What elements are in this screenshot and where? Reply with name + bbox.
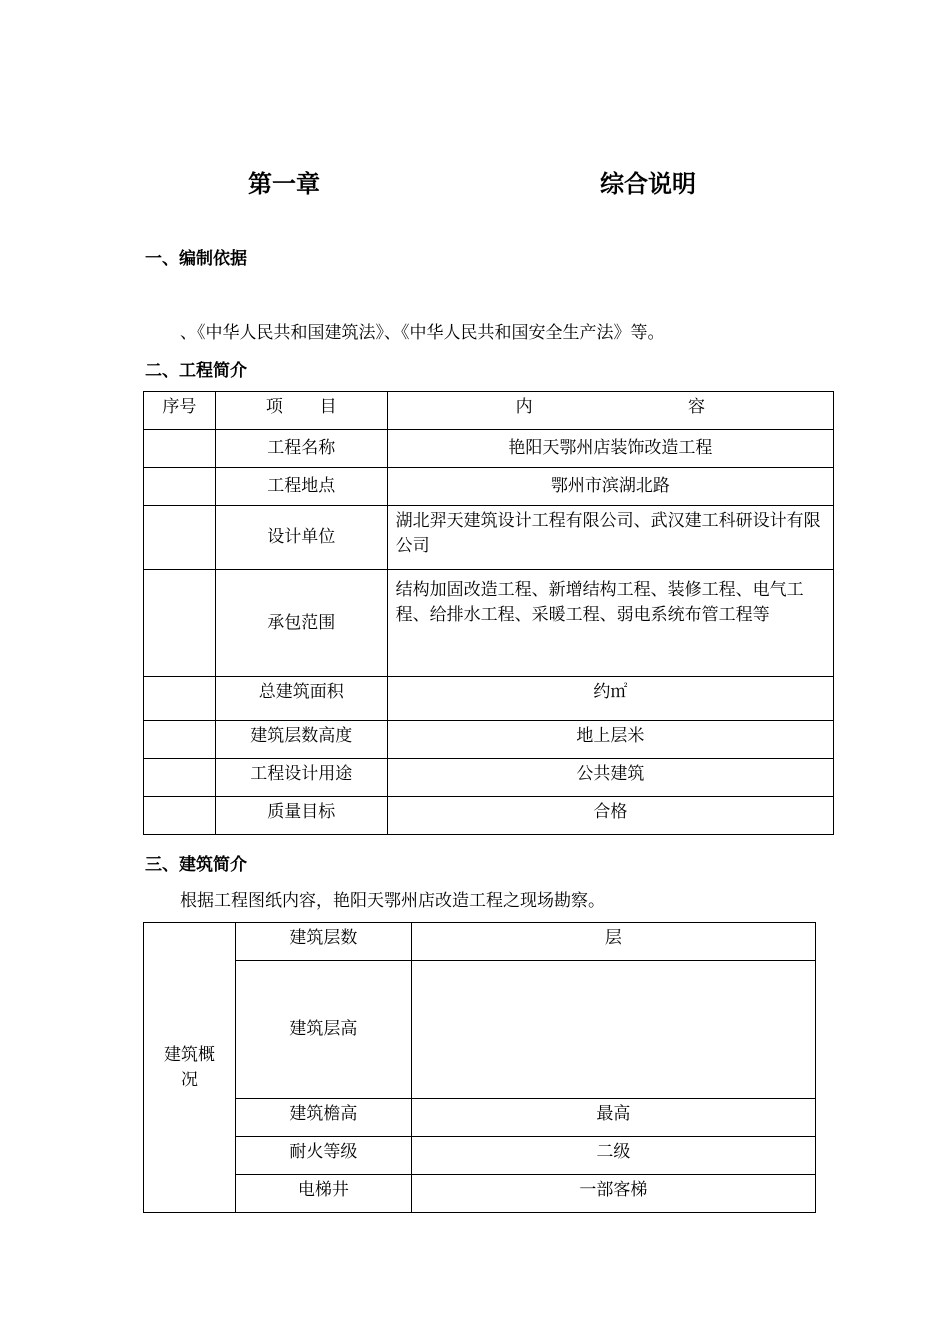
row-item: 建筑檐高 (235, 1099, 411, 1137)
table-row (144, 468, 834, 506)
row-seq (144, 468, 216, 506)
group-label-cell (144, 923, 236, 1213)
row-item: 工程地点 (215, 468, 387, 506)
header-item-b: 目 (319, 397, 337, 417)
row-seq (144, 430, 216, 468)
row-seq (144, 677, 216, 721)
table-row (144, 1099, 816, 1137)
table-row (144, 430, 834, 468)
row-seq (144, 721, 216, 759)
table-header-row (144, 392, 834, 430)
row-content (411, 961, 815, 1099)
row-content: 湖北羿天建筑设计工程有限公司、武汉建工科研设计有限公司 (387, 506, 833, 570)
project-summary-table (143, 391, 834, 835)
section1-text: 、《中华人民共和国建筑法》、《中华人民共和国安全生产法》等。 (180, 323, 665, 343)
row-item: 设计单位 (215, 506, 387, 570)
row-content: 鄂州市滨湖北路 (387, 468, 833, 506)
row-content: 二级 (411, 1137, 815, 1175)
header-seq: 序号 (144, 392, 216, 430)
table-row (144, 721, 834, 759)
row-content: 最高 (411, 1099, 815, 1137)
row-item: 建筑层高 (235, 961, 411, 1099)
section1-heading: 一、编制依据 (145, 249, 247, 269)
table-row (144, 677, 834, 721)
row-item: 工程名称 (215, 430, 387, 468)
row-seq (144, 506, 216, 570)
row-item: 总建筑面积 (215, 677, 387, 721)
header-item (215, 392, 387, 430)
row-content: 约㎡ (387, 677, 833, 721)
chapter-title: 综合说明 (600, 170, 696, 198)
group-label: 建筑概况 (163, 1044, 215, 1090)
row-seq (144, 797, 216, 835)
table-row (144, 570, 834, 677)
table-row (144, 1137, 816, 1175)
row-item: 承包范围 (215, 570, 387, 677)
table-row (144, 759, 834, 797)
row-content: 一部客梯 (411, 1175, 815, 1213)
header-content-a: 内 (515, 397, 533, 417)
table-row (144, 1175, 816, 1213)
building-overview-table (143, 922, 816, 1213)
section2-heading: 二、工程简介 (145, 361, 247, 381)
row-item: 建筑层数 (235, 923, 411, 961)
row-content: 公共建筑 (387, 759, 833, 797)
row-item: 质量目标 (215, 797, 387, 835)
row-seq (144, 570, 216, 677)
chapter-number: 第一章 (248, 170, 320, 198)
section3-heading: 三、建筑简介 (145, 855, 247, 875)
table-row (144, 961, 816, 1099)
row-content: 地上层米 (387, 721, 833, 759)
header-item-a: 项 (265, 397, 283, 417)
row-content: 艳阳天鄂州店装饰改造工程 (387, 430, 833, 468)
row-item: 建筑层数高度 (215, 721, 387, 759)
row-content: 合格 (387, 797, 833, 835)
table-row (144, 797, 834, 835)
header-content-b: 容 (688, 397, 705, 417)
row-content: 结构加固改造工程、新增结构工程、装修工程、电气工程、给排水工程、采暖工程、弱电系统布管工程等 (387, 570, 833, 677)
row-item: 耐火等级 (235, 1137, 411, 1175)
header-content (387, 392, 833, 430)
row-content: 层 (411, 923, 815, 961)
row-seq (144, 759, 216, 797)
row-item: 电梯井 (235, 1175, 411, 1213)
section3-text: 根据工程图纸内容，艳阳天鄂州店改造工程之现场勘察。 (180, 891, 605, 911)
table-row (144, 506, 834, 570)
row-item: 工程设计用途 (215, 759, 387, 797)
table-row (144, 923, 816, 961)
